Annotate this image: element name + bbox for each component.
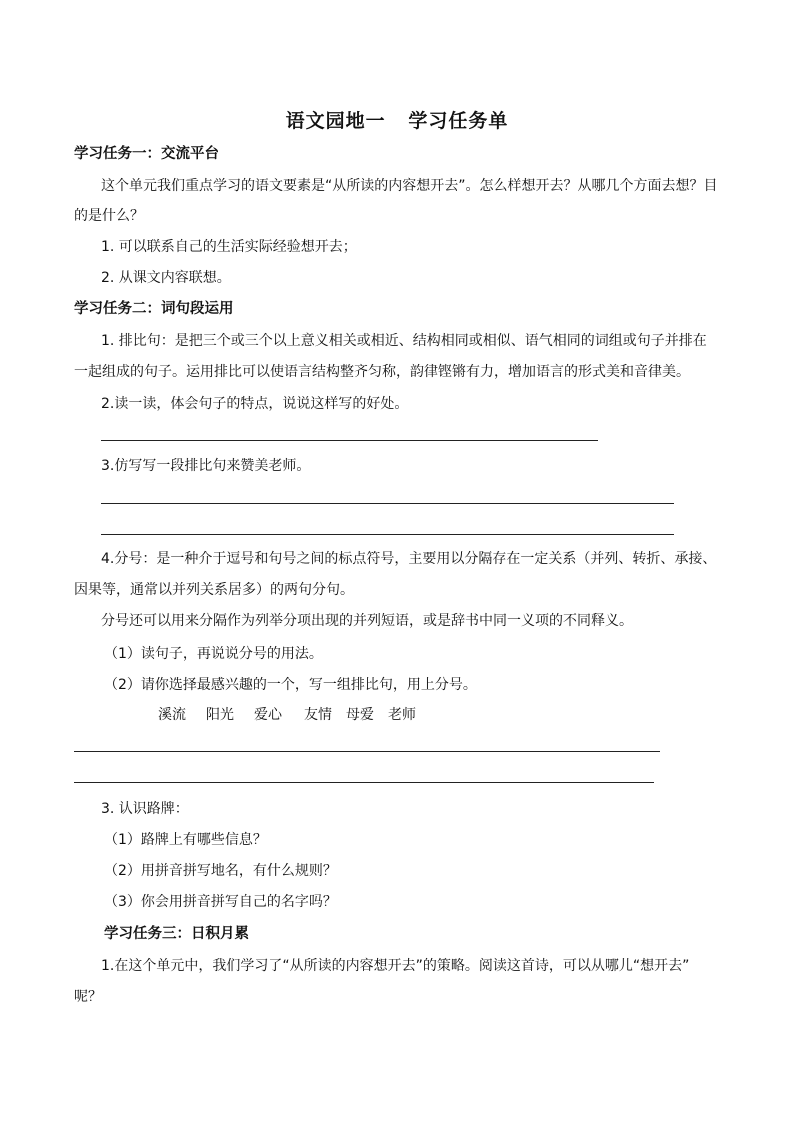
word-item: 老师 — [388, 707, 416, 723]
task3-heading: 学习任务三：日积月累 — [104, 926, 249, 942]
task2-sub-2: （2）请你选择最感兴趣的一个，写一组排比句，用上分号。 — [104, 677, 477, 693]
task1-item-2: 2. 从课文内容联想。 — [101, 270, 231, 286]
task2-para2: 2.读一读，体会句子的特点，说说这样写的好处。 — [101, 396, 409, 412]
task2-para4-line1: 4.分号：是一种介于逗号和句号之间的标点符号，主要用以分隔存在一定关系（并列、转折、承接、 — [101, 551, 717, 567]
word-item: 阳光 — [206, 707, 234, 723]
word-item: 友情 — [304, 707, 332, 723]
task2-question-2: （2）用拼音拼写地名，有什么规则？ — [104, 863, 337, 879]
task1-intro-line1: 这个单元我们重点学习的语文要素是“从所读的内容想开去”。怎么样想开去？从哪几个方面去想？目 — [101, 178, 718, 194]
task1-intro-line2: 的是什么？ — [74, 208, 144, 224]
answer-line[interactable] — [101, 534, 674, 535]
task2-question-1: （1）路牌上有哪些信息？ — [104, 832, 267, 848]
task2-question-3: （3）你会用拼音拼写自己的名字吗？ — [104, 894, 337, 910]
task3-para1-line1: 1.在这个单元中，我们学习了“从所读的内容想开去”的策略。阅读这首诗，可以从哪儿“想开去” — [101, 958, 690, 974]
task2-para5: 分号还可以用来分隔作为列举分项出现的并列短语，或是辞书中同一义项的不同释义。 — [101, 613, 633, 629]
task2-para6: 3. 认识路牌： — [101, 801, 189, 817]
answer-line[interactable] — [74, 782, 654, 783]
answer-line[interactable] — [74, 751, 660, 752]
answer-line[interactable] — [101, 503, 674, 504]
word-item: 母爱 — [346, 707, 374, 723]
task1-heading: 学习任务一：交流平台 — [74, 146, 219, 162]
task2-para4-line2: 因果等，通常以并列关系居多）的两句分句。 — [74, 582, 354, 598]
task2-sub-1: （1）读句子，再说说分号的用法。 — [104, 646, 323, 662]
task2-para1-line2: 一起组成的句子。运用排比可以使语言结构整齐匀称，韵律铿锵有力，增加语言的形式美和音律美。 — [74, 364, 690, 380]
task2-para3: 3.仿写写一段排比句来赞美老师。 — [101, 458, 311, 474]
word-item: 爱心 — [254, 707, 282, 723]
answer-line[interactable] — [101, 440, 598, 441]
task3-para1-line2: 呢？ — [74, 989, 102, 1005]
task1-item-1: 1. 可以联系自己的生活实际经验想开去； — [101, 239, 357, 255]
task2-heading: 学习任务二：词句段运用 — [74, 301, 234, 317]
word-item: 溪流 — [158, 707, 186, 723]
task2-para1-line1: 1. 排比句：是把三个或三个以上意义相关或相近、结构相同或相似、语气相同的词组或句子并排在 — [101, 333, 707, 349]
page-title: 语文园地一 学习任务单 — [285, 110, 509, 132]
